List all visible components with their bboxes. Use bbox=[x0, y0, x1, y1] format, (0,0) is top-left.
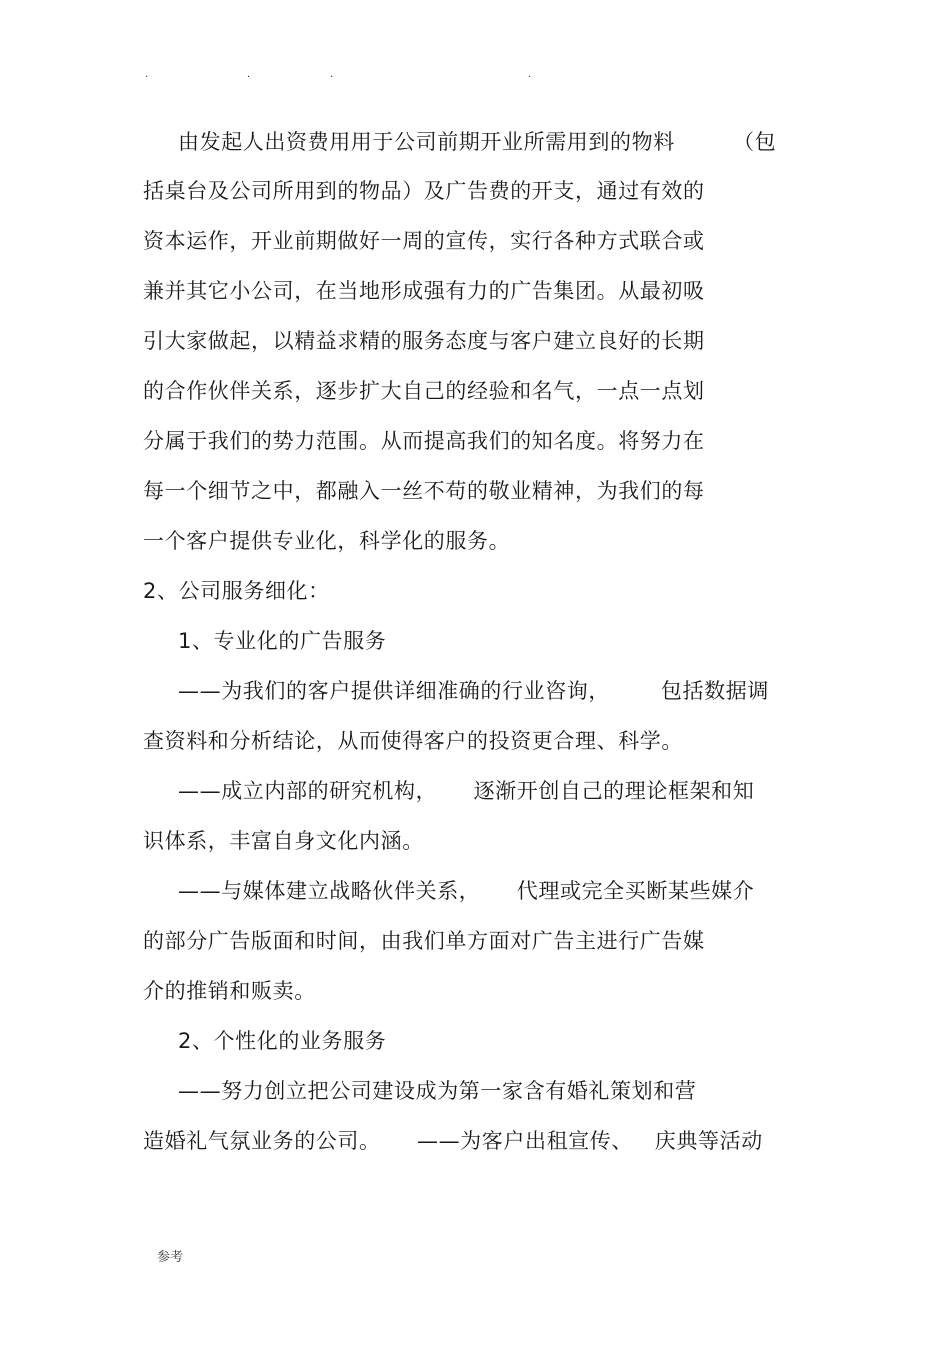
paragraph-line: 括桌台及公司所用到的物品）及广告费的开支，通过有效的 bbox=[143, 179, 705, 203]
paragraph-line: 识体系，丰富自身文化内涵。 bbox=[143, 829, 424, 853]
footer-label: 参考 bbox=[157, 1250, 184, 1265]
paragraph-line: 查资料和分析结论，从而使得客户的投资更合理、科学。 bbox=[143, 729, 683, 753]
dot-mark: . bbox=[330, 69, 334, 80]
header-dot-marks bbox=[0, 70, 950, 84]
dot-mark: . bbox=[247, 69, 251, 80]
paragraph-line: 由发起人出资费用用于公司前期开业所需用到的物料 （包 bbox=[178, 130, 777, 154]
paragraph-line: 资本运作，开业前期做好一周的宣传，实行各种方式联合或 bbox=[143, 229, 705, 253]
section-heading: 2、公司服务细化： bbox=[143, 579, 330, 603]
subsection-heading: 1、专业化的广告服务 bbox=[178, 629, 387, 653]
paragraph-line: 造婚礼气氛业务的公司。 ——为客户出租宣传、 庆典等活动 bbox=[143, 1129, 763, 1153]
paragraph-line: 兼并其它小公司，在当地形成强有力的广告集团。从最初吸 bbox=[143, 279, 705, 303]
paragraph-line: ——与媒体建立战略伙伴关系， 代理或完全买断某些媒介 bbox=[178, 879, 755, 903]
paragraph-line: 的合作伙伴关系，逐步扩大自己的经验和名气，一点一点划 bbox=[143, 379, 705, 403]
paragraph-line: ——努力创立把公司建设成为第一家含有婚礼策划和营 bbox=[178, 1079, 697, 1103]
paragraph-line: 引大家做起，以精益求精的服务态度与客户建立良好的长期 bbox=[143, 329, 705, 353]
paragraph-line: ——为我们的客户提供详细准确的行业咨询， 包括数据调 bbox=[178, 679, 769, 703]
paragraph-line: 的部分广告版面和时间，由我们单方面对广告主进行广告媒 bbox=[143, 929, 705, 953]
subsection-heading: 2、个性化的业务服务 bbox=[178, 1029, 387, 1053]
paragraph-line: 分属于我们的势力范围。从而提高我们的知名度。将努力在 bbox=[143, 429, 705, 453]
paragraph-line: 每一个细节之中，都融入一丝不苟的敬业精神，为我们的每 bbox=[143, 479, 705, 503]
paragraph-line: ——成立内部的研究机构， 逐渐开创自己的理论框架和知 bbox=[178, 779, 755, 803]
paragraph-line: 一个客户提供专业化，科学化的服务。 bbox=[143, 529, 511, 553]
paragraph-line: 介的推销和贩卖。 bbox=[143, 979, 316, 1003]
dot-mark: . bbox=[145, 69, 149, 80]
dot-mark: . bbox=[528, 69, 532, 80]
